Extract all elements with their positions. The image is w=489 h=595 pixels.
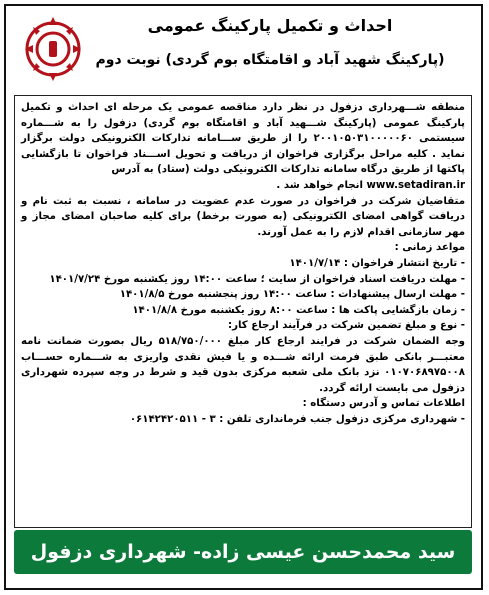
signature-text: سید محمدحسن عیسی زاده- شهرداری دزفول — [30, 541, 456, 563]
date-item: - مهلت ارسال پیشنهادات : ساعت ۱۴:۰۰ روز پنجشنبه مورخ ۱۴۰۱/۸/۵ — [119, 289, 465, 301]
contact-line: - شهرداری مرکزی دزفول جنب فرمانداری تلفن : ۳ - ۰۶۱۴۲۴۲۰۵۱۱ — [129, 413, 465, 425]
notice-body — [14, 95, 472, 528]
dates-list — [21, 256, 465, 318]
notice-header — [8, 8, 480, 90]
intro-text: منطقه شـــهرداری دزفول در نظر دارد مناقصه عمومی یک مرحله ای احداث و تکمیل پارکینگ عمومی (پارکینگ شـــهید آباد و اقامتگاه بوم گردی) دزفول را به شـــماره سیستمی ۲۰۰۱۰۵۰۳۱۰۰۰۰۰۶۰ را از طریق ســـامانه تدارکات الکترونیکی دولت برگزار نماید . کلیه مراحل برگزاری فراخوان از دریافت و تحویل اســـناد فراخوان تا بازگشایی پاکتها از طریق درگاه سامانه تدارکات الکترونیکی دولت (ستاد) به آدرس — [21, 102, 465, 176]
date-item: - زمان بازگشایی پاکت ها : ساعت ۸:۰۰ روز یکشنبه مورخ ۱۴۰۱/۸/۸ — [132, 304, 465, 316]
contact-heading: اطلاعات تماس و آدرس دستگاه : — [302, 398, 465, 410]
municipality-emblem-icon — [18, 10, 88, 88]
registration-paragraph: متقاضیان شرکت در فراخوان در صورت عدم عضویت در سامانه ، نسبت به ثبت نام و دریافت گواهی امضای الکترونیکی (به صورت برخط) برای کلیه صاحبان امضای مجاز و مهر سازمانی اقدام لازم را به عمل آورند. — [21, 195, 465, 238]
guarantee-heading: - نوع و مبلغ تضمین شرکت در فرآیند ارجاع کار: — [228, 320, 465, 332]
setad-website-link[interactable]: www.setadiran.ir — [366, 179, 465, 191]
notice-subtitle: (پارکینگ شهید آباد و اقامتگاه بوم گردی) نوبت دوم — [95, 52, 445, 68]
date-item: - مهلت دریافت اسناد فراخوان از سایت ؛ ساعت ۱۴:۰۰ روز یکشنبه مورخ ۱۴۰۱/۷/۲۴ — [49, 273, 465, 285]
guarantee-paragraph: وجه الضمان شرکت در فرایند ارجاع کار مبلغ ۵۱۸/۷۵۰/۰۰۰ ریال بصورت ضمانت نامه معتبـــر بانکی طبق فرمت ارائه شـــده و یا فیش نقدی واریزی به شـــماره حســـاب ۰۱۰۷۰۶۸۹۷۵۰۰۸ نزد بانک ملی شعبه مرکزی بدون قید و شرط در وجه سپرده شهرداری دزفول می بایست ارائه گردد. — [21, 335, 465, 394]
date-item: - تاریخ انتشار فراخوان : ۱۴۰۱/۷/۱۴ — [289, 257, 465, 269]
site-suffix: انجام خواهد شد . — [276, 179, 367, 191]
site-line — [21, 178, 465, 194]
dates-heading: مواعد زمانی : — [394, 242, 465, 254]
intro-paragraph — [21, 100, 465, 178]
notice-title: احداث و تکمیل پارکینگ عمومی — [147, 16, 393, 35]
signature-banner — [14, 530, 472, 574]
